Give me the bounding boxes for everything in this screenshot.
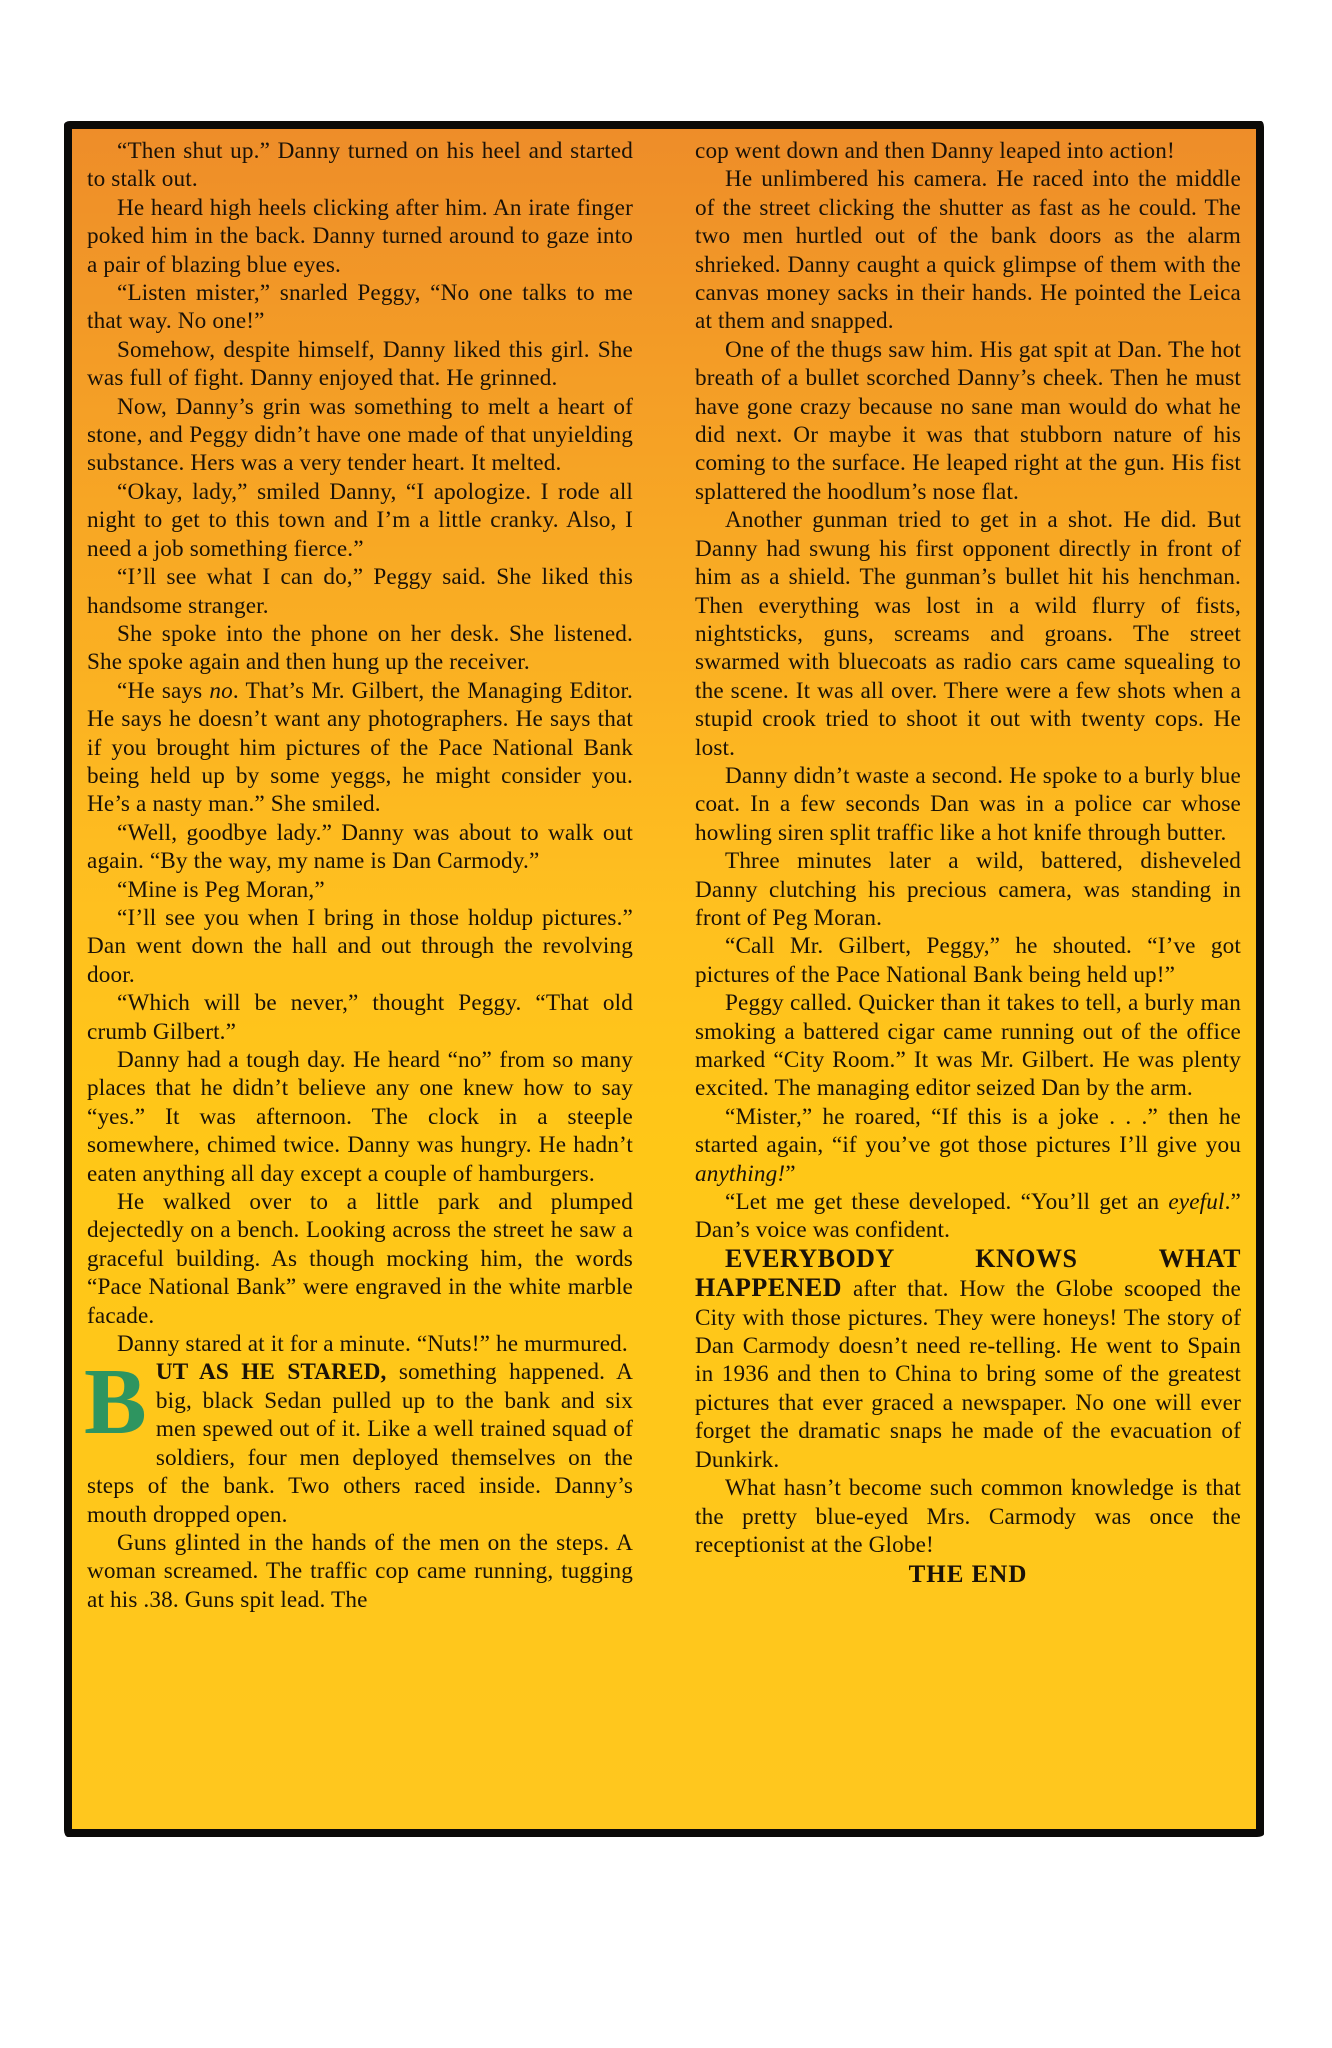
story-text-run: “Well, goodbye lady.” Danny was about to walk out again. “By the way, my name is Dan Carmody.” xyxy=(87,819,633,875)
story-text-run: Peggy called. Quicker than it takes to tell, a burly man smoking a battered cigar came running out of the office marked “City Room.” It was Mr. Gilbert. He was plenty excited. The managing editor seized Dan by the arm. xyxy=(695,990,1241,1102)
story-text-run: Danny had a tough day. He heard “no” from so many places that he didn’t believe any one knew how to say “yes.” It was afternoon. The clock in a steeple somewhere, chimed twice. Danny was hungry. He hadn’t eaten anything all day except a couple of hamburgers. xyxy=(87,1047,633,1187)
left-column xyxy=(84,137,633,1829)
story-paragraph xyxy=(87,1330,633,1358)
story-paragraph xyxy=(87,137,633,194)
story-text-run: “I’ll see you when I bring in those holdup pictures.” Dan went down the hall and out through the revolving door. xyxy=(87,904,633,988)
story-text-run: UT AS HE STARED, xyxy=(155,1359,387,1386)
story-paragraph xyxy=(695,165,1241,335)
story-text-run: no xyxy=(209,677,233,704)
story-paragraph xyxy=(87,1188,633,1330)
story-paragraph xyxy=(87,876,633,904)
story-paragraph xyxy=(87,677,633,819)
story-text-run: “Call Mr. Gilbert, Peggy,” he shouted. “I’ve got pictures of the Pace National Bank being held up!” xyxy=(695,933,1241,988)
story-text-run: What hasn’t become such common knowledge is that the pretty blue-eyed Mrs. Carmody was once the receptionist at the Globe! xyxy=(695,1475,1241,1558)
story-paragraph xyxy=(87,194,633,279)
story-paragraph xyxy=(695,1245,1241,1474)
story-text-run: after that. How the Globe scooped the City with those pictures. They were honeys! The story of Dan Carmody doesn’t need re-telling. He went to Spain in 1936 and then to China to bring some of the greatest pictures that ever graced a newspaper. No one will ever forget the dramatic snaps he made of the evacuation of Dunkirk. xyxy=(695,1276,1241,1473)
story-paragraph xyxy=(695,506,1241,762)
story-paragraph xyxy=(695,336,1241,506)
story-paragraph xyxy=(84,1350,633,1528)
story-text-run: Guns glinted in the hands of the men on the steps. A woman screamed. The traffic cop came running, tugging at his .38. Guns spit lead. The xyxy=(87,1529,633,1613)
story-paragraph xyxy=(695,847,1241,932)
story-text-run: He walked over to a little park and plumped dejectedly on a bench. Looking across the street he saw a graceful building. As though mocking him, the words “Pace National Bank” were engraved in the white marble facade. xyxy=(87,1189,633,1329)
story-text-run: Danny didn’t waste a second. He spoke to a burly blue coat. In a few seconds Dan was in a police car whose howling siren split traffic like a hot knife through butter. xyxy=(695,762,1241,846)
story-text-run: anything! xyxy=(695,1160,786,1187)
story-paragraph xyxy=(87,1529,633,1614)
story-text-run: Somehow, despite himself, Danny liked this girl. She was full of fight. Danny enjoyed that. He grinned. xyxy=(87,336,633,392)
story-text-run: One of the thugs saw him. His gat spit at Dan. The hot breath of a bullet scorched Danny’s cheek. Then he must have gone crazy because no sane man would do what he did next. Or maybe it was that stubborn nature of his coming to the surface. He leaped right at the gun. His fist splattered the hoodlum’s nose flat. xyxy=(695,336,1241,505)
story-text-run: eyeful xyxy=(1168,1189,1225,1216)
story-paragraph xyxy=(695,1103,1241,1188)
story-paragraph xyxy=(695,932,1241,989)
story-paragraph xyxy=(695,1188,1241,1245)
story-text-run: something happened. A big, black Sedan pulled up to the bank and six men spewed out of it. Like a well trained squad of soldiers, four men deployed themselves on the steps of the bank. Two others raced inside. Danny’s mouth dropped open. xyxy=(87,1359,633,1528)
story-text-run: cop went down and then Danny leaped into action! xyxy=(695,138,1175,164)
story-text-run: “Let me get these developed. “You’ll get an xyxy=(725,1189,1169,1216)
story-paragraph xyxy=(695,137,1241,165)
story-paragraph xyxy=(87,819,633,876)
story-paragraph xyxy=(87,336,633,393)
story-text-run: He heard high heels clicking after him. An irate finger poked him in the back. Danny turned around to gaze into a pair of blazing blue eyes. xyxy=(87,194,633,278)
drop-cap-letter: B xyxy=(84,1350,147,1455)
section-lead-text: EVERYBODY KNOWS WHAT HAPPENED xyxy=(695,1243,1241,1303)
story-text-run: Three minutes later a wild, battered, disheveled Danny clutching his precious camera, was standing in front of Peg Moran. xyxy=(695,848,1241,931)
story-paragraph xyxy=(87,904,633,989)
story-frame xyxy=(64,121,1264,1837)
story-paragraph xyxy=(695,762,1241,847)
story-paragraph xyxy=(87,1046,633,1188)
story-text-run: “Mine is Peg Moran,” xyxy=(117,876,325,903)
story-paragraph xyxy=(87,563,633,620)
story-text-run: Another gunman tried to get in a shot. He did. But Danny had swung his first opponent directly in front of him as a shield. The gunman’s bullet hit his henchman. Then everything was lost in a wild flurry of fists, nightsticks, guns, screams and groans. The street swarmed with bluecoats as radio cars came squealing to the scene. It was all over. There were a few shots when a stupid crook tried to shoot it out with twenty cops. He lost. xyxy=(695,507,1241,761)
story-paragraph xyxy=(87,393,633,478)
story-text-run: “Mister,” he roared, “If this is a joke . . .” then he started again, “if you’ve got those pictures I’ll give you xyxy=(695,1103,1241,1159)
story-text-run: “Listen mister,” snarled Peggy, “No one talks to me that way. No one!” xyxy=(87,280,633,335)
story-paragraph xyxy=(87,478,633,563)
story-paragraph xyxy=(695,1474,1241,1559)
story-text-run: Danny stared at it for a minute. “Nuts!” he murmured. xyxy=(117,1331,628,1358)
story-text-run: “Then shut up.” Danny turned on his heel and started to stalk out. xyxy=(87,138,633,193)
story-text-run: .” Dan’s voice was confident. xyxy=(695,1189,1241,1244)
story-text-run: THE END xyxy=(908,1561,1028,1589)
story-text-run: “I’ll see what I can do,” Peggy said. She liked this handsome stranger. xyxy=(87,564,633,619)
story-paragraph xyxy=(87,279,633,336)
story-text-run: He unlimbered his camera. He raced into the middle of the street clicking the shutter as fast as he could. The two men hurtled out of the bank doors as the alarm shrieked. Danny caught a quick glimpse of them with the canvas money sacks in their hands. He pointed the Leica at them and snapped. xyxy=(695,166,1241,335)
story-text-run: Now, Danny’s grin was something to melt a heart of stone, and Peggy didn’t have one made of that unyielding substance. Hers was a very tender heart. It melted. xyxy=(87,393,633,477)
story-columns xyxy=(84,137,1241,1829)
right-column xyxy=(695,137,1241,1829)
story-paragraph xyxy=(87,620,633,677)
story-text-run: She spoke into the phone on her desk. She listened. She spoke again and then hung up the receiver. xyxy=(87,620,633,676)
story-paragraph xyxy=(87,989,633,1046)
story-text-run: . That’s Mr. Gilbert, the Managing Editor. He says he doesn’t want any photographers. He says that if you brought him pictures of the Pace National Bank being held up by some yeggs, he might consider you. He’s a nasty man.” She smiled. xyxy=(87,677,633,818)
story-text-run: “Which will be never,” thought Peggy. “That old crumb Gilbert.” xyxy=(87,990,633,1045)
story-text-run: “Okay, lady,” smiled Danny, “I apologize. I rode all night to get to this town and I’m a little cranky. Also, I need a job something fierce.” xyxy=(87,478,633,562)
story-paragraph xyxy=(695,989,1241,1103)
story-text-run: ” xyxy=(785,1160,796,1187)
story-paragraph xyxy=(695,1561,1241,1589)
story-text-run: “He says xyxy=(117,677,210,704)
